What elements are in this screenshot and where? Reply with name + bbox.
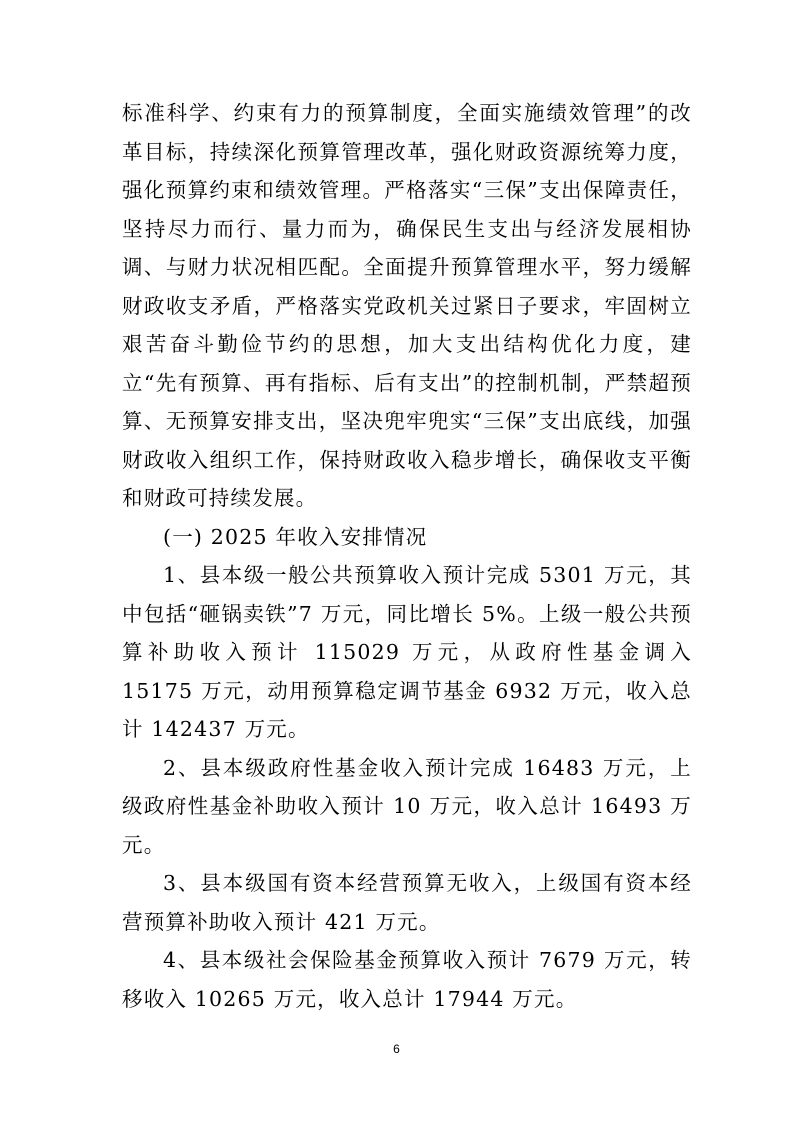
section-heading-revenue: (一) 2025 年收入安排情况 (163, 524, 428, 549)
page-number: 6 (393, 1042, 400, 1056)
paragraph-social-insurance-revenue: 4、县本级社会保险基金预算收入预计 7679 万元，转移收入 10265 万元，收入总计 17944 万元。 (122, 948, 692, 1011)
paragraph-government-fund-revenue: 2、县本级政府性基金收入预计完成 16483 万元，上级政府性基金补助收入预计 10 万元，收入总计 16493 万元。 (122, 755, 692, 857)
paragraph-general-budget-revenue: 1、县本级一般公共预算收入预计完成 5301 万元，其中包括“砸锅卖铁”7 万元，同比增长 5%。上级一般公共预算补助收入预计 115029 万元，从政府性基金调入 15175 万元，动用预算稳定调节基金 6932 万元，收入总计 142437 万元。 (122, 563, 692, 741)
document-body (122, 94, 692, 1018)
paragraph-budget-reform: 标准科学、约束有力的预算制度，全面实施绩效管理”的改革目标，持续深化预算管理改革，强化财政资源统筹力度，强化预算约束和绩效管理。严格落实“三保”支出保障责任，坚持尽力而行、量力而为，确保民生支出与经济发展相协调、与财力状况相匹配。全面提升预算管理水平，努力缓解财政收支矛盾，严格落实党政机关过紧日子要求，牢固树立艰苦奋斗勤俭节约的思想，加大支出结构优化力度，建立“先有预算、再有指标、后有支出”的控制机制，严禁超预算、无预算安排支出，坚决兜牢兜实“三保”支出底线，加强财政收入组织工作，保持财政收入稳步增长，确保收支平衡和财政可持续发展。 (122, 101, 692, 510)
paragraph-state-capital-revenue: 3、县本级国有资本经营预算无收入，上级国有资本经营预算补助收入预计 421 万元。 (122, 871, 692, 934)
